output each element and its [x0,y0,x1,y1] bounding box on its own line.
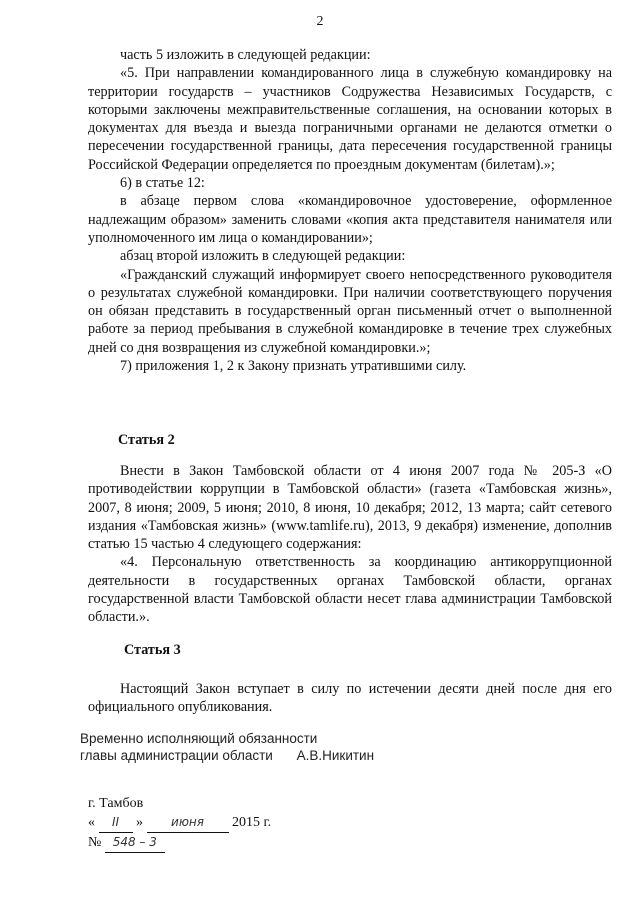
signatory-name: А.В.Никитин [296,748,375,763]
amendments-text [88,46,612,375]
date-quote-open: « [88,815,95,830]
article2-heading: Статья 2 [118,432,175,448]
signature-title-line1: Временно исполняющий обязанности [80,731,318,746]
signature-title-line2: главы администрации области [80,748,273,763]
article2-text [88,462,612,627]
article2-paragraph2: «4. Персональную ответственность за координацию антикоррупционной деятельности в государственных органах Тамбовской области, органах государственной власти Тамбовской области несет глава администрации Тамбовской области.». [88,554,612,626]
paragraph-abzac1: в абзаце первом слова «командировочное удостоверение, оформленное надлежащим образом» заменить словами «копия акта представителя нанимателя или уполномоченного им лица о командировании»; [88,193,612,246]
number-line [88,833,271,853]
date-month: июня [147,813,229,833]
paragraph-abzac2-intro: абзац второй изложить в следующей редакции: [120,248,406,265]
signature-block [80,730,374,764]
paragraph-part5-intro: часть 5 изложить в следующей редакции: [120,47,371,63]
paragraph-abzac2-text: «Гражданский служащий информирует своего непосредственного руководителя о результатах служебной командировки. При наличии соответствующего поручения он обязан представить в государственный орган письменный отчет о выполненной работе за период пребывания в служебной командировке в течение трех служебных дней со дня возвращения из служебной командировки.»; [88,266,612,356]
document-number: 548 – 3 [105,833,165,853]
paragraph-article12: 6) в статье 12: [120,175,205,192]
number-label: № [88,835,102,850]
place-date-block [88,794,271,853]
paragraph-appendices: 7) приложения 1, 2 к Закону признать утратившими силу. [120,358,467,375]
date-year: 2015 г. [232,815,272,830]
article3-text [88,680,612,717]
date-day: II [99,813,133,833]
article2-paragraph1: Внести в Закон Тамбовской области от 4 июня 2007 года № 205-З «О противодействии коррупции в Тамбовской области» (газета «Тамбовская жизнь», 2007, 8 июня; 2009, 5 июня; 2010, 8 июня, 10 декабря; 2012, 13 марта; сайт сетевого издания «Тамбовская жизнь» (www.tamlife.ru), 2013, 9 декабря) изменение, дополнив статью 15 частью 4 следующего содержания: [88,463,612,553]
article3-paragraph1: Настоящий Закон вступает в силу по истечении десяти дней после дня его официального опубликования. [88,681,612,716]
date-quote-close: » [136,815,143,830]
page-number: 2 [316,14,324,29]
city: г. Тамбов [88,796,144,811]
date-line [88,813,271,833]
paragraph-part5-text: «5. При направлении командированного лица в служебную командировку на территории государств – участников Содружества Независимых Государств, с которыми заключены межправительственные соглашения, на основании которых в документах для въезда и выезда пограничными органами не делаются отметки о пересечении государственной границы, дата пересечения государственной границы Российской Федерации определяется по проездным документам (билетам).»; [88,65,612,173]
article3-heading: Статья 3 [124,642,181,658]
